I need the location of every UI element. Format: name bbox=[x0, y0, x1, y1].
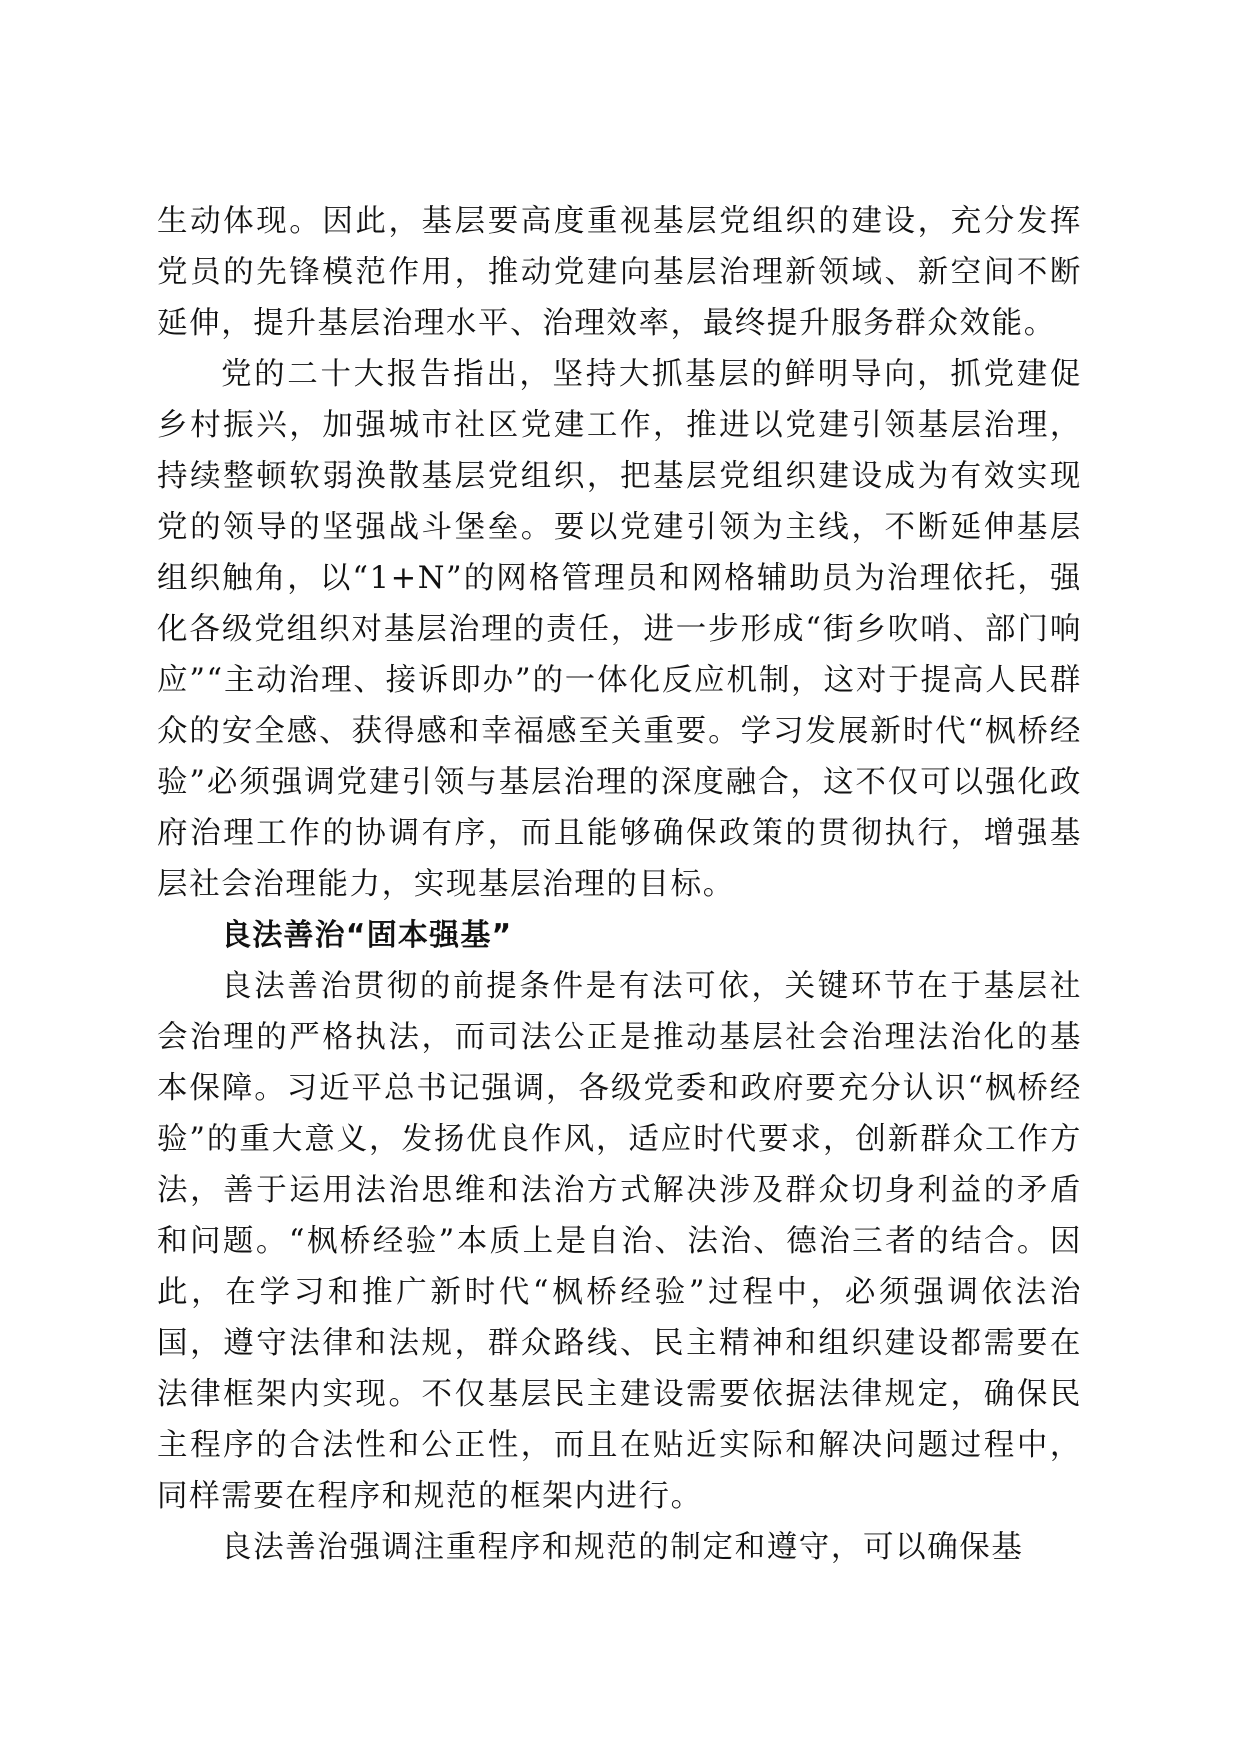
paragraph-continuation: 生动体现。因此，基层要高度重视基层党组织的建设，充分发挥党员的先锋模范作用，推动党建向基层治理新领域、新空间不断延伸，提升基层治理水平、治理效率，最终提升服务群众效能。 bbox=[157, 204, 1082, 341]
section-heading: 良法善治“固本强基” bbox=[221, 918, 513, 953]
paragraph-party-building: 党的二十大报告指出，坚持大抓基层的鲜明导向，抓党建促乡村振兴，加强城市社区党建工作，推进以党建引领基层治理，持续整顿软弱涣散基层党组织，把基层党组织建设成为有效实现党的领导的坚强战斗堡垒。要以党建引领为主线，不断延伸基层组织触角，以“1+N”的网格管理员和网格辅助员为治理依托，强化各级党组织对基层治理的责任，进一步形成“街乡吹哨、部门响应”“主动治理、接诉即办”的一体化反应机制，这对于提高人民群众的安全感、获得感和幸福感至关重要。学习发展新时代“枫桥经验”必须强调党建引领与基层治理的深度融合，这不仅可以强化政府治理工作的协调有序，而且能够确保政策的贯彻执行，增强基层社会治理能力，实现基层治理的目标。 bbox=[157, 357, 1082, 902]
paragraph-rule-of-law: 良法善治贯彻的前提条件是有法可依，关键环节在于基层社会治理的严格执法，而司法公正是推动基层社会治理法治化的基本保障。习近平总书记强调，各级党委和政府要充分认识“枫桥经验”的重大意义，发扬优良作风，适应时代要求，创新群众工作方法，善于运用法治思维和法治方式解决涉及群众切身利益的矛盾和问题。“枫桥经验”本质上是自治、法治、德治三者的结合。因此，在学习和推广新时代“枫桥经验”过程中，必须强调依法治国，遵守法律和法规，群众路线、民主精神和组织建设都需要在法律框架内实现。不仅基层民主建设需要依据法律规定，确保民主程序的合法性和公正性，而且在贴近实际和解决问题过程中，同样需要在程序和规范的框架内进行。 bbox=[157, 969, 1082, 1514]
paragraph-procedures: 良法善治强调注重程序和规范的制定和遵守，可以确保基 bbox=[221, 1530, 1024, 1565]
document-body bbox=[157, 196, 1082, 1573]
